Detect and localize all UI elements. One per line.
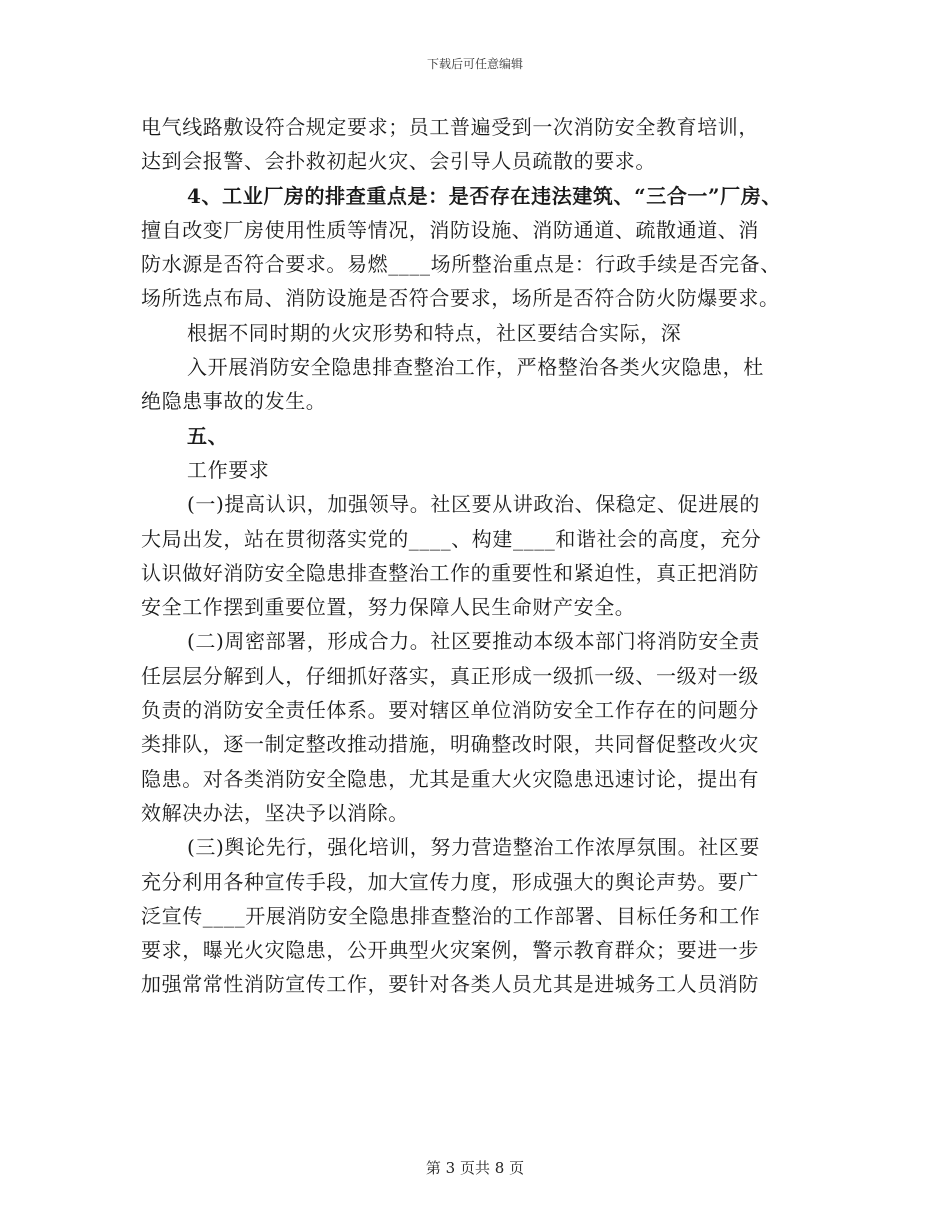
body-line: (一)提高认识，加强领导。社区要从讲政治、保稳定、促进展的 [187, 492, 761, 517]
body-line: 电气线路敷设符合规定要求；员工普遍受到一次消防安全教育培训， [141, 115, 759, 139]
page-header-note: 下载后可任意编辑 [426, 57, 523, 71]
body-line: 场所选点布局、消防设施是否符合要求，场所是否符合防火防爆要求。 [141, 286, 780, 311]
body-line: 大局出发，站在贯彻落实党的____、构建____和谐社会的高度，充分 [141, 526, 762, 551]
body-line: 达到会报警、会扑救初起火灾、会引导人员疏散的要求。 [141, 149, 656, 174]
body-line: 擅自改变厂房使用性质等情况，消防设施、消防通道、疏散通道、消 [141, 217, 759, 242]
body-line: 认识做好消防安全隐患排查整治工作的重要性和紧迫性，真正把消防 [141, 560, 759, 585]
body-line: 防水源是否符合要求。易燃____场所整治重点是：行政手续是否完备、 [141, 252, 781, 277]
body-line: 隐患。对各类消防安全隐患，尤其是重大火灾隐患迅速讨论，提出有 [141, 766, 759, 791]
body-line: (三)舆论先行，强化培训，努力营造整治工作浓厚氛围。社区要 [187, 835, 761, 860]
body-line-item-4: 4、工业厂房的排查重点是：是否存在违法建筑、“三合一”厂房、 [187, 183, 782, 208]
body-line: 安全工作摆到重要位置，努力保障人民生命财产安全。 [141, 595, 636, 620]
body-line: 类排队，逐一制定整改推动措施，明确整改时限，共同督促整改火灾 [141, 732, 759, 757]
body-line: 负责的消防安全责任体系。要对辖区单位消防安全工作存在的问题分 [141, 698, 759, 723]
body-line: 加强常常性消防宣传工作，要针对各类人员尤其是进城务工人员消防 [141, 972, 759, 997]
section-title: 工作要求 [187, 457, 270, 482]
body-line: 绝隐患事故的发生。 [141, 389, 327, 414]
document-body [141, 110, 821, 1002]
body-line: 入开展消防安全隐患排查整治工作，严格整治各类火灾隐患，杜 [187, 355, 764, 380]
page-number-footer: 第 3 页共 8 页 [425, 1159, 525, 1177]
body-line: 泛宣传____开展消防安全隐患排查整治的工作部署、目标任务和工作 [141, 903, 761, 928]
body-line: 要求，曝光火灾隐患，公开典型火灾案例，警示教育群众；要进一步 [141, 938, 759, 963]
body-line: 任层层分解到人，仔细抓好落实，真正形成一级抓一级、一级对一级 [141, 663, 759, 688]
section-number: 五、 [187, 423, 229, 448]
body-line: 充分利用各种宣传手段，加大宣传力度，形成强大的舆论声势。要广 [141, 869, 759, 894]
body-line: 效解决办法，坚决予以消除。 [141, 800, 409, 825]
body-line: 根据不同时期的火灾形势和特点，社区要结合实际，深 [187, 320, 682, 345]
body-line: (二)周密部署，形成合力。社区要推动本级本部门将消防安全责 [187, 629, 761, 654]
